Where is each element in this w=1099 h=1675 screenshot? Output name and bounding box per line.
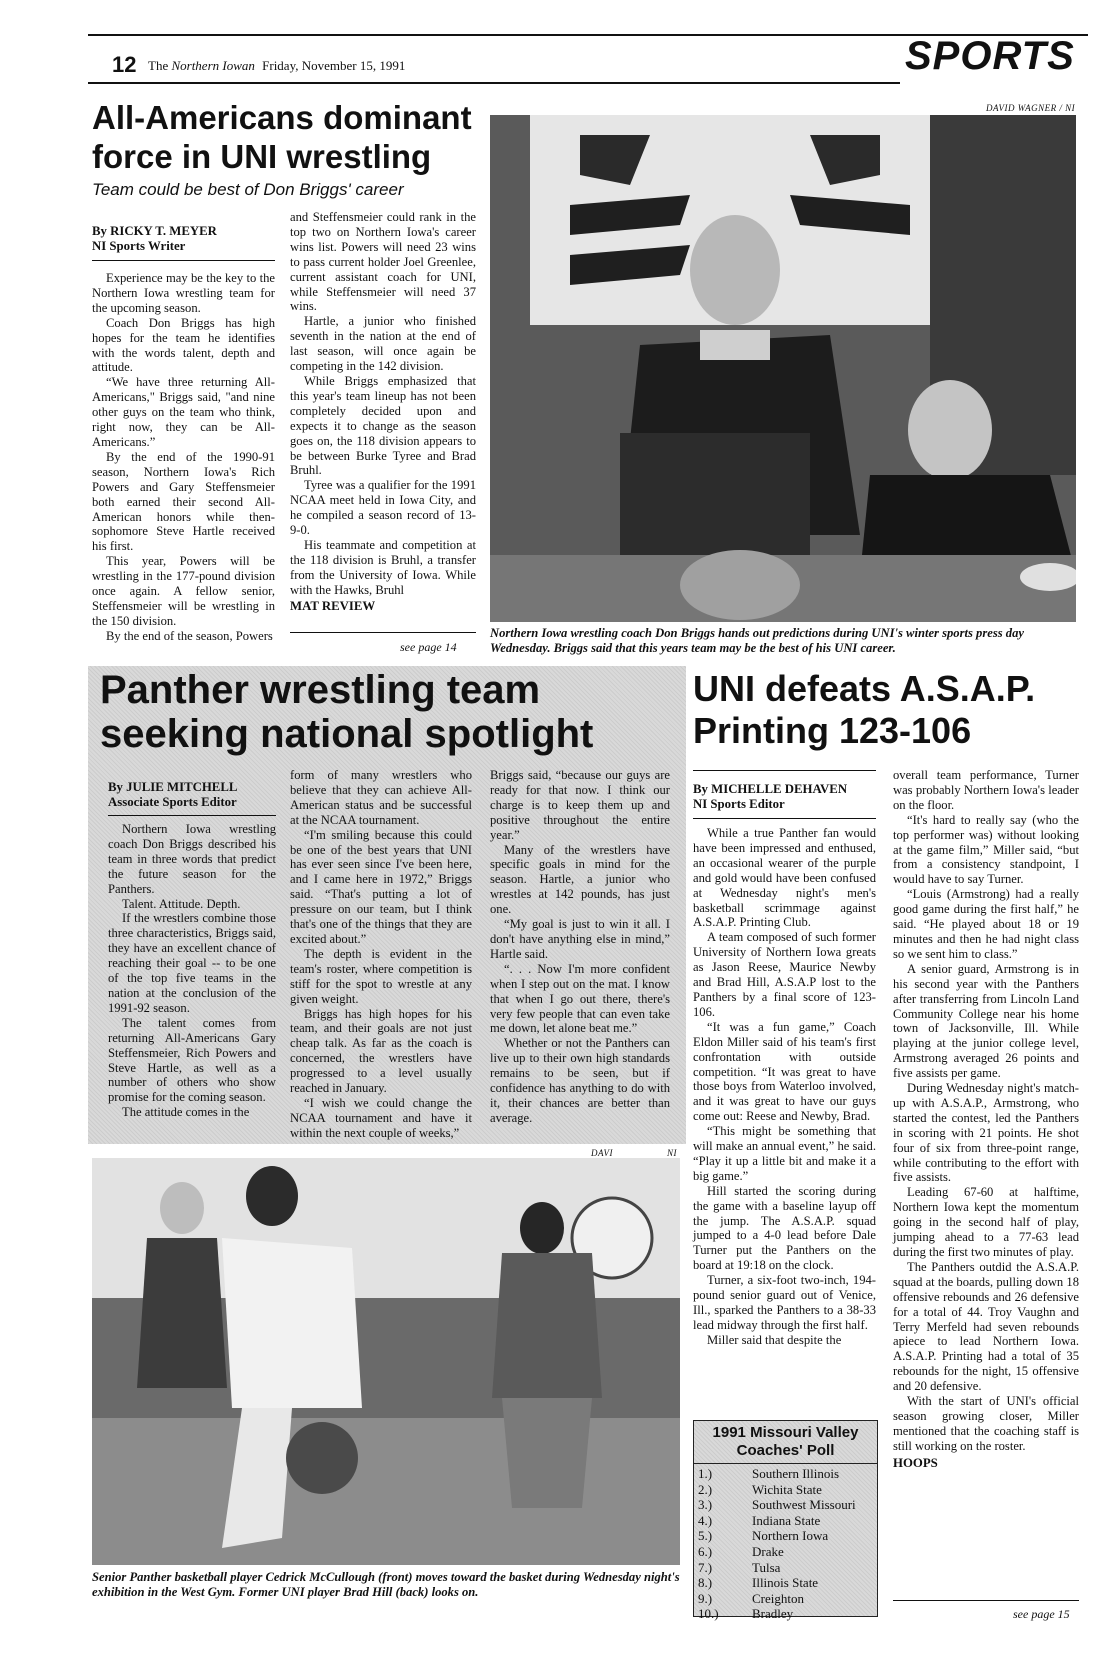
paragraph: The depth is evident in the team's roster, where competition is stiff for the spot to wrestle at any given weight. [290,946,472,1006]
paragraph: “We have three returning All-Americans," Briggs said, "and nine other guys on the team who think, right now, they can be All-Americans.” [92,375,275,449]
story3-headline-line2: Printing 123-106 [693,710,972,751]
paragraph: By the end of the season, Powers [106,628,273,643]
paragraph: “This might be something that will make an annual event,” he said. “Play it up a little bit and make it a big game.” [693,1124,876,1183]
poll-title-line1: 1991 Missouri Valley [712,1424,859,1441]
poll-row [694,1606,860,1622]
paragraph: Northern Iowa wrestling coach Don Briggs described his team in three words that predict the future season for the Panthers. [108,822,276,896]
paragraph: Briggs has high hopes for his team, and their goals are not just cheap talk. As far as the coach is concerned, the wrestlers have progressed to a level usually reached in January. [290,1006,472,1096]
story2-col1 [108,822,276,1120]
paragraph: Talent. Attitude. Depth. [122,896,241,911]
photo2-credit-right: NI [667,1148,677,1158]
paragraph: Tyree was a qualifier for the 1991 NCAA meet held in Iowa City, and he compiled a season record of 13-9-0. [290,478,476,538]
paragraph: Hill started the scoring during the game with a baseline layup off the jump. The A.S.A.P. squad jumped to a 4-0 lead before Dale Turner put the Panthers on the board at 19:18 on the clock. [693,1183,876,1273]
paragraph: “Louis (Armstrong) had a really good game during the first half,” he said. “He played about 18 or 19 minutes and then he had night class so we sent him to class.” [893,887,1079,961]
poll-rank: 9.) [698,1590,713,1606]
story1-headline-line1: All-Americans dominant [92,99,472,136]
paragraph: His teammate and competition at the 118 division is Bruhl, a transfer from the University of Iowa. While with the Hawks, Bruhl [290,537,476,597]
poll-table [694,1466,860,1622]
poll-row [694,1497,860,1513]
story3-byline-rule [693,818,876,819]
story2-headline-line2: seeking national spotlight [100,712,594,756]
paragraph: While a true Panther fan would have been impressed and enthused, an occasional wearer of the purple and gold would have been confused at Wednesday night's men's basketball scrimmage against A.S.A.P. Printing Club. [693,826,876,930]
paragraph: “. . . Now I'm more confident when I step out on the mat. I know that when I go out there, there's very few people that can even take me down, let alone beat me.” [490,961,670,1036]
poll-rank: 8.) [698,1575,713,1591]
paragraph: Experience may be the key to the Northern Iowa wrestling team for the upcoming season. [92,271,275,315]
paragraph: “My goal is just to win it all. I don't have anything else in mind,” Hartle said. [490,917,670,961]
story1-headline-line2: force in UNI wrestling [92,138,432,175]
poll-row [694,1575,860,1591]
story1-byline-rule [92,260,275,261]
paragraph: Briggs said, “because our guys are ready for that now. I think our charge is to keep them up and positive throughout the entire year.” [490,768,670,842]
paragraph: form of many wrestlers who believe that they can achieve All-American status and be successful at the NCAA tournament. [290,768,472,827]
paper-name: Northern Iowan [171,58,255,73]
poll-row [694,1528,860,1544]
paragraph: The talent comes from returning All-Americans Gary Steffensmeier, Rich Powers and Steve Hartle, as well as a number of others who show promise for the coming season. [108,1015,276,1105]
photo2-caption: Senior Panther basketball player Cedrick McCullough (front) moves toward the basket during Wednesday night's exhibition in the West Gym. Former UNI player Brad Hill (back) looks on. [92,1570,680,1599]
poll-rank: 5.) [698,1528,713,1544]
story1-headline [92,98,472,176]
poll-title-line2: Coaches' Poll [736,1442,835,1459]
paragraph: Many of the wrestlers have specific goals in mind for the season. Hartle, a junior who wrestles at 142 pounds, has just one. [490,842,670,917]
poll-row [694,1544,860,1560]
poll-team: Indiana State [752,1512,821,1528]
paragraph: “It was a fun game,” Coach Eldon Miller said of his team's first confrontation with outside competition. “It was great to have those boys from Waterloo involved, and it was great to have our guys come out: Reese and Newby, Brad. [693,1019,876,1124]
poll-team: Bradley [752,1606,794,1622]
press-day-photo-graphic [490,115,1076,622]
poll-row [694,1466,860,1482]
paragraph: Whether or not the Panthers can live up to their own high standards remains to be seen, but if confidence has anything to do with it, their chances are better than average. [490,1036,670,1125]
poll-row [694,1482,860,1498]
paragraph: During Wednesday night's match-up with A.S.A.P., Armstrong, who started the contest, led the Panthers in scoring with 21 points. He shot four of six from three-point range, while contributing to the effort with five assists. [893,1081,1079,1185]
story2-byline-name: By JULIE MITCHELL [108,780,238,794]
poll-rank: 6.) [698,1543,713,1559]
poll-row [694,1591,860,1607]
story3-headline-line1: UNI defeats A.S.A.P. [693,668,1036,709]
poll-team: Wichita State [752,1481,822,1497]
paragraph: Miller said that despite the [707,1332,842,1347]
poll-rank: 7.) [698,1559,713,1575]
story1-col2 [290,210,476,614]
paragraph: If the wrestlers combine those three characteristics, Briggs said, they have an excellent chance of reaching their goal -- to be one of the top five teams in the nation at the conclusion of the 1991-92 season. [108,911,276,1015]
paragraph: A team composed of such former University of Northern Iowa greats as Jason Reese, Maurice Newby and Brad Hill, A.S.A.P lost to the Panthers by a final score of 123-106. [693,930,876,1019]
poll-title [694,1421,877,1460]
photo1-credit: DAVID WAGNER / NI [986,103,1076,113]
paragraph: “It's hard to really say (who the top performer was) without looking at the game film,” Miller said, “but from a consistency standpoint, I would have to say Turner. [893,812,1079,887]
story1-col1 [92,271,275,644]
story3-col2 [893,768,1079,1471]
poll-rank: 2.) [698,1481,713,1497]
story1-byline-title: NI Sports Writer [92,239,186,253]
basketball-photo-graphic [92,1158,680,1565]
paragraph: “I wish we could change the NCAA tournament and have it within the next couple of weeks,” [290,1095,472,1140]
poll-row [694,1560,860,1576]
paragraph: Leading 67-60 at halftime, Northern Iowa kept the momentum going in the second half of play, jumping ahead to a 77-63 lead during the first two minutes of play. [893,1185,1079,1259]
paragraph: The Panthers outdid the A.S.A.P. squad at the boards, pulling down 18 offensive rebounds and 26 defensive for a total of 44. Troy Vaughn and Terry Merfeld had seven rebounds apiece to lead Northern Iowa. A.S.A.P. Printing had a total of 35 rebounds for the night, 15 offensive and 20 defensive. [893,1259,1079,1394]
poll-team: Creighton [752,1590,804,1606]
story1-jump-label: MAT REVIEW [290,598,376,613]
story3-jump-page: see page 15 [1013,1607,1070,1621]
poll-rank: 4.) [698,1512,713,1528]
poll-rank: 3.) [698,1497,713,1513]
page-number: 12 [112,52,137,77]
poll-team: Illinois State [752,1575,819,1591]
section-name: SPORTS [905,34,1075,78]
story1-subhead: Team could be best of Don Briggs' career [92,180,404,199]
paragraph: and Steffensmeier could rank in the top two on Northern Iowa's career wins list. Powers will need 23 wins to pass current holder Joel Greenlee, current assistant coach for UNI, while Steffensmeier will need 37 wins. [290,210,476,314]
poll-team: Southwest Missouri [752,1497,856,1513]
paragraph: Turner, a six-foot two-inch, 194-pound senior guard out of Venice, Ill., sparked the Panthers to a 38-33 lead midway through the first half. [693,1273,876,1332]
paragraph: While Briggs emphasized that this year's team lineup has not been completely decided upon and expects it to change as the season goes on, the 118 division appears to be between Burke Tyree and Brad Bruhl. [290,373,476,478]
coaches-poll-box [693,1420,878,1622]
story2-col2 [290,768,472,1141]
story3-byline-name: By MICHELLE DEHAVEN [693,782,848,796]
story2-headline-line1: Panther wrestling team [100,668,541,712]
masthead-bottom-rule [88,82,900,84]
paragraph: The attitude comes in the [122,1105,250,1120]
story2-byline [108,780,276,810]
paper-prefix: The [148,58,172,73]
paragraph: Hartle, a junior who finished seventh in the nation at the end of last season, will once again be competing in the 142 division. [290,314,476,374]
story3-headline [693,668,1083,752]
story2-byline-rule [108,815,276,816]
paper-folio [148,58,405,74]
poll-team: Southern Illinois [752,1466,840,1481]
paragraph: This year, Powers will be wrestling in the 177-pound division once again. A fellow senior, Steffensmeier will be wrestling in the 150 division. [92,554,275,628]
paragraph: By the end of the 1990-91 season, Northern Iowa's Rich Powers and Gary Steffensmeier both earned their second All-American honors while then-sophomore Steve Hartle received his first. [92,449,275,554]
story1-byline-name: By RICKY T. MEYER [92,224,217,238]
story3-byline-title: NI Sports Editor [693,797,785,811]
paragraph: Coach Don Briggs has high hopes for the team he identifies with the words talent, depth and attitude. [92,315,275,375]
issue-date: Friday, November 15, 1991 [262,58,406,73]
photo1-caption: Northern Iowa wrestling coach Don Briggs hands out predictions during UNI's winter sports press day Wednesday. Briggs said that this years team may be the best of his UNI career. [490,626,1024,655]
poll-rank: 1.) [698,1466,713,1481]
paragraph: overall team performance, Turner was probably Northern Iowa's leader on the floor. [893,768,1079,812]
story2-byline-title: Associate Sports Editor [108,795,237,809]
paragraph: “I'm smiling because this could be one of the best years that UNI has ever seen since I've been here, and I came here in 1972,” Briggs said. “That's putting a lot of pressure on our team, but I think that's one of the things that they are excited about.” [290,827,472,946]
story2-col3 [490,768,670,1126]
story3-jump-label: HOOPS [893,1455,938,1470]
poll-rank: 10.) [698,1606,719,1622]
poll-team: Tulsa [752,1559,781,1575]
story3-jump-rule [893,1600,1079,1601]
photo2-credit-left: DAVI [591,1148,614,1158]
story1-jump-page: see page 14 [400,640,457,654]
press-day-photo [490,115,1076,622]
poll-row [694,1513,860,1529]
poll-team: Drake [752,1543,784,1559]
story1-byline [92,224,275,254]
story3-byline [693,782,876,812]
basketball-photo [92,1158,680,1565]
story3-col1 [693,826,876,1348]
poll-team: Northern Iowa [752,1528,829,1544]
story3-top-rule [693,770,876,771]
story2-headline [100,668,680,756]
paragraph: A senior guard, Armstrong is in his second year with the Panthers after transferring from Lincoln Land Community College near his home town of Jacksonville, Ill. While playing at the junior college level, Armstrong averaged 26 points and five assists per game. [893,961,1079,1081]
story1-jump-rule [290,632,476,633]
paragraph: With the start of UNI's official season growing closer, Miller mentioned that the coaching staff is still working on the roster. [893,1394,1079,1453]
